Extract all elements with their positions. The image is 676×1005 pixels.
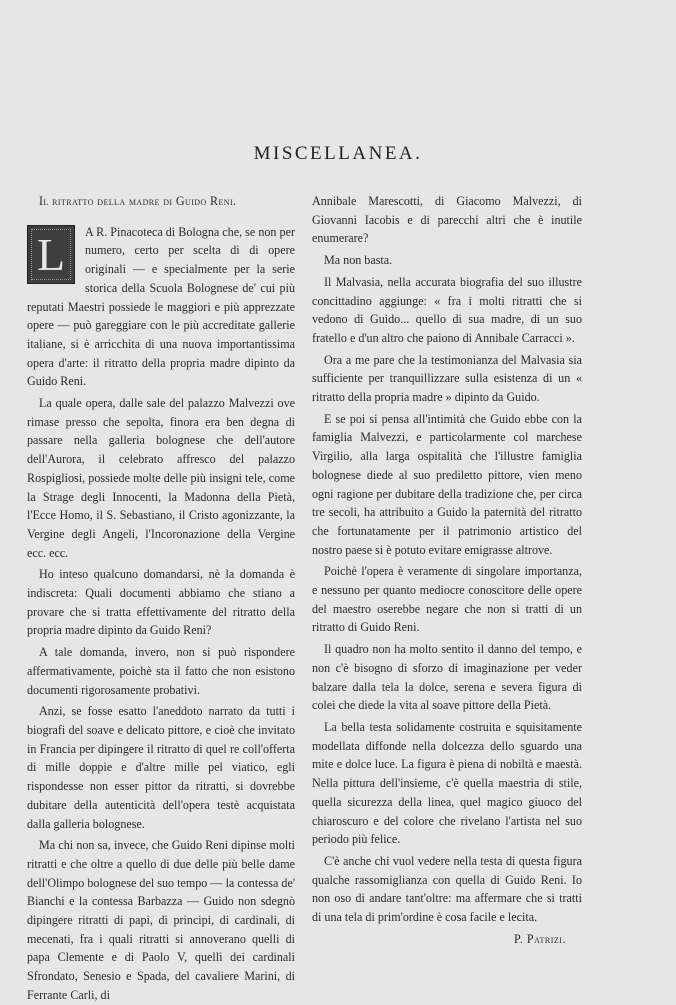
paragraph-3: Ho inteso qualcuno domandarsi, nè la domanda è indiscreta: Quali documenti abbiamo che stiano a provare che si tratta effettivamente del ritratto della propria madre dipinto da Guido Reni? — [27, 567, 295, 638]
paragraph-12: Il quadro non ha molto sentito il danno del tempo, e non c'è bisogno di sforzo di imaginazione per veder balzare dalla tela la dolce, serena e severa figura di colei che diede la vita al soave pittore della Pietà. — [312, 642, 582, 713]
page-title: MISCELLANEA. — [253, 143, 423, 164]
paragraph-2: La quale opera, dalle sale del palazzo Malvezzi ove rimase presso che sepolta, finora era ben degna di passare nella galleria bolognese che dell'autore dell'Aurora, il celebrato affresco del palazzo Rospigliosi, possiede molte delle più insigni tele, come la Strage degli Innocenti, la Madonna della Pietà, l'Ecce Homo, il S. Sebastiano, il Cristo agonizzante, la Vergine degli Angeli, l'Incoronazione della Vergine ecc. ecc. — [27, 396, 295, 560]
paragraph-14: C'è anche chi vuol vedere nella testa di questa figura qualche rassomiglianza con quella di Guido Reni. Io non oso di andare tant'oltre: ma affermare che si tratti di una tela di prim'ordine è cosa facile e lecita. — [312, 853, 582, 925]
paragraph-11: Poichè l'opera è veramente di singolare importanza, e nessuno per quanto mediocre conoscitore delle opere del maestro oserebbe negare che non si tratti di un ritratto di Guido Reni. — [312, 564, 582, 635]
paragraph-5: Anzi, se fosse esatto l'aneddoto narrato da tutti i biografi del soave e delicato pittore, e cioè che invitato in Francia per dipingere il ritratto di quel re coll'offerta di mille doppie e d'altre mille pel viatico, egli rispondesse non esser pittor da ritratti, si dovrebbe dubitare della autenticità dell'opera testè acquistata dalla galleria bolognese. — [27, 704, 295, 831]
paragraph-8: Il Malvasia, nella accurata biografia del suo illustre concittadino aggiunge: « fra i molti ritratti che si vedono di Guido... quello di sua madre, di un suo fratello e d'un altro che paiono di Annibale Carracci ». — [312, 274, 582, 345]
paragraph-4: A tale domanda, invero, non si può rispondere affermativamente, poichè sta il fatto che non esistono documenti rigorosamente probativi. — [27, 645, 295, 697]
paragraph-10: E se poi si pensa all'intimità che Guido ebbe con la famiglia Malvezzi, e particolarmente col marchese Virgilio, alla larga ospitalità che l'illustre famiglia bolognese diede al suo prediletto pittore, vien meno ogni ragione per dubitare della tradizione che, per circa tre secoli, ha attribuito a Guido la paternità del ritratto che fortunatamente per il patrimonio artistico del nostro paese si è potuto evitare emigrasse altrove. — [312, 411, 582, 557]
article-subtitle: Il ritratto della madre di Guido Reni. — [39, 194, 237, 208]
paragraph-6-continued: Annibale Marescotti, di Giacomo Malvezzi, di Giovanni Iacobis e di parecchi altri che è inutile enumerare? — [312, 194, 582, 246]
paragraph-7: Ma non basta. — [324, 253, 393, 268]
left-column — [27, 192, 295, 1005]
paragraph-13: La bella testa solidamente costruita e squisitamente modellata diffonde nella dolcezza dello sguardo una mite e dolce luce. La figura è piena di nobiltà e maestà. Nella pittura dell'insieme, c'è quella maestria di stile, quella sicurezza della linea, quel magico giuoco del chiaroscuro e del colore che rivelano l'artista nel suo periodo più felice. — [312, 719, 582, 847]
paragraph-6: Ma chi non sa, invece, che Guido Reni dipinse molti ritratti e che oltre a quello di due delle più belle dame dell'Olimpo bolognese del suo tempo — la contessa de' Bianchi e la contessa Barbazza — Guido non sdegnò dipingere ritratti di papi, di principi, di cardinali, di mecenati, fra i quali ritratti si annoverano quelli di papa Clemente e di Paolo V, quelli dei cardinali Sfrondato, Senesio e Spada, del cavaliere Marini, di Ferrante Carli, di — [27, 838, 295, 1002]
paragraph-9: Ora a me pare che la testimonianza del Malvasia sia sufficiente per tranquillizzare sulla esistenza di un « ritratto della propria madre » dipinto da Guido. — [312, 352, 582, 405]
dropcap-letter: L — [27, 225, 75, 284]
right-column — [312, 192, 582, 948]
paragraph-1: L A R. Pinacoteca di Bologna che, se non per numero, certo per scelta di di opere originali — e specialmente per la serie storica della Scuola Bolognese de' cui più reputati Maestri possiede le maggiori e più apprezzate opere — può gareggiare con le più accreditate gallerie italiane, si è arricchita di una nuova importantissima opera d'arte: il ritratto della propria madre dipinto da Guido Reni. — [27, 224, 295, 389]
author-signature: P. Patrizi. — [513, 931, 566, 946]
